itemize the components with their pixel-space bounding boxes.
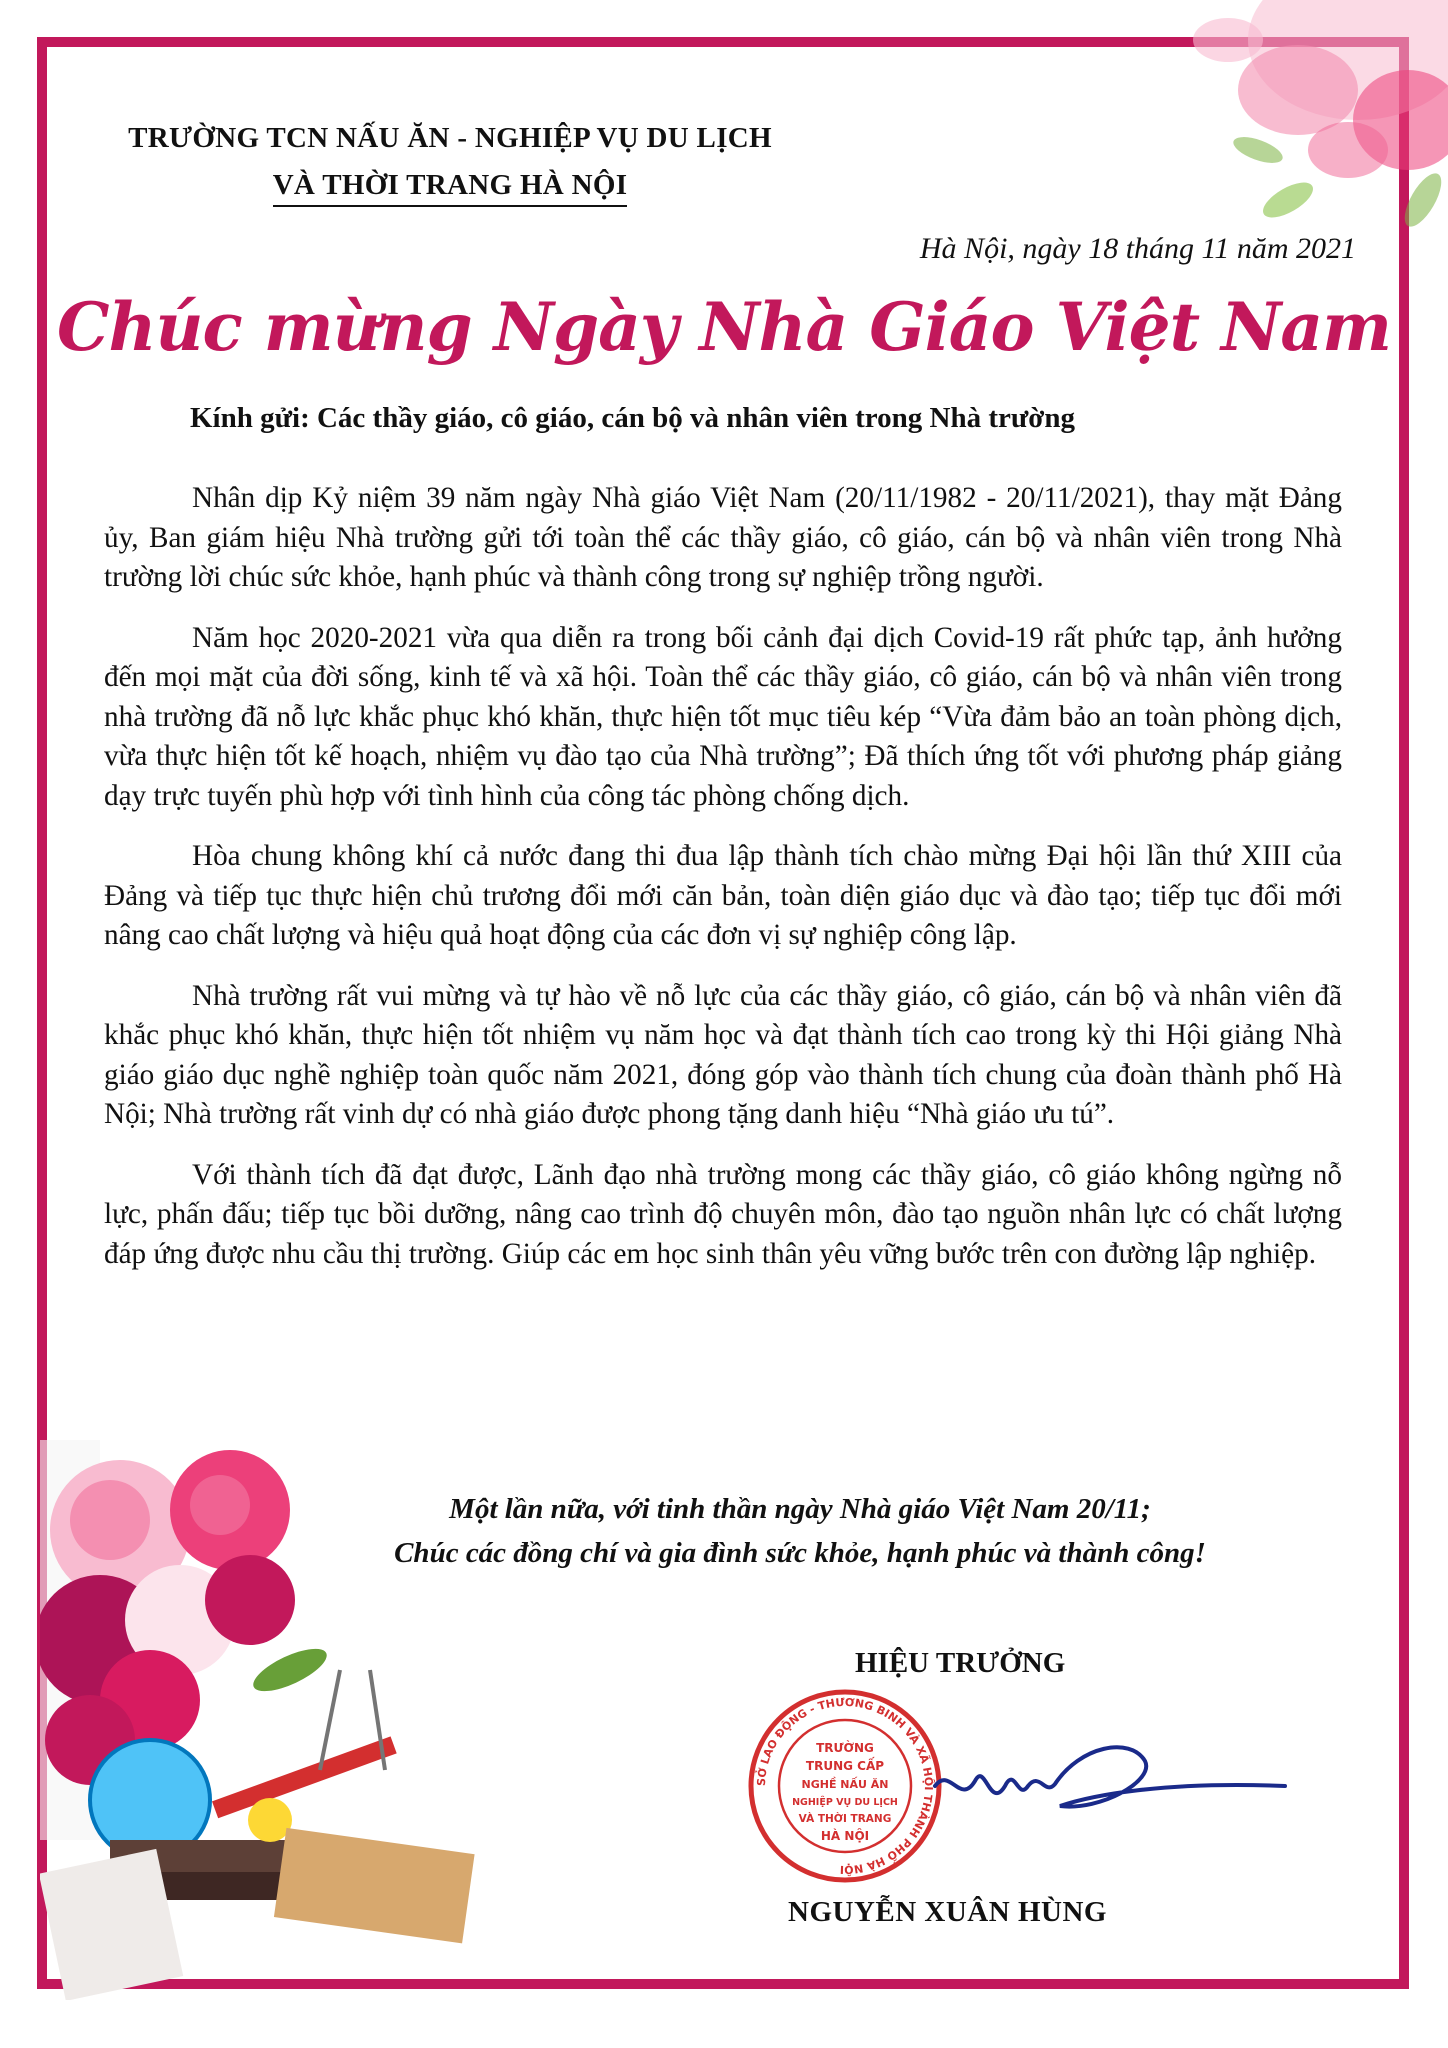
paragraph-4: Nhà trường rất vui mừng và tự hào về nỗ lực của các thầy giáo, cô giáo, cán bộ và nhân viên đã khắc phục khó khăn, thực hiện tốt nhiệm vụ năm học và đạt thành tích cao trong kỳ thi Hội giảng Nhà giáo giáo dục nghề nghiệp toàn quốc năm 2021, đóng góp vào thành tích chung của đoàn thành phố Hà Nội; Nhà trường rất vinh dự có nhà giáo được phong tặng danh hiệu “Nhà giáo ưu tú”.: [104, 979, 1342, 1130]
greeting-title: Chúc mừng Ngày Nhà Giáo Việt Nam: [57, 288, 1391, 366]
official-seal: [745, 1686, 945, 1886]
seal-line4: NGHIỆP VỤ DU LỊCH: [792, 1797, 898, 1808]
closing-wishes: [300, 1487, 1300, 1575]
closing-line1: Một lần nữa, với tinh thần ngày Nhà giáo Việt Nam 20/11;: [449, 1493, 1151, 1525]
seal-line3: NGHỀ NẤU ĂN: [801, 1778, 889, 1791]
letter-body: [104, 479, 1342, 1295]
paragraph-3: Hòa chung không khí cả nước đang thi đua lập thành tích chào mừng Đại hội lần thứ XIII của Đảng và tiếp tục thực hiện chủ trương đổi mới căn bản, toàn diện giáo dục và đào tạo; tiếp tục đổi mới nâng cao chất lượng và hiệu quả hoạt động của các đơn vị sự nghiệp công lập.: [104, 840, 1342, 951]
letter-date: Hà Nội, ngày 18 tháng 11 năm 2021: [919, 232, 1356, 265]
seal-line1: TRƯỜNG: [816, 1741, 874, 1755]
closing-line2: Chúc các đồng chí và gia đình sức khỏe, hạnh phúc và thành công!: [394, 1537, 1206, 1569]
school-header: [90, 115, 810, 209]
signer-name: NGUYỄN XUÂN HÙNG: [788, 1896, 1107, 1928]
handwritten-signature: [930, 1726, 1290, 1846]
flower-decoration-top: [1028, 0, 1448, 260]
signer-position: HIỆU TRƯỞNG: [855, 1647, 1066, 1679]
seal-line5: VÀ THỜI TRANG: [798, 1813, 892, 1825]
school-name-line1: TRƯỜNG TCN NẤU ĂN - NGHIỆP VỤ DU LỊCH: [128, 122, 772, 154]
seal-ring-text: SỞ LAO ĐỘNG - THƯƠNG BINH VÀ XÃ HỘI THÀNH PHỐ HÀ NỘI: [754, 1695, 936, 1877]
school-name-line2: VÀ THỜI TRANG HÀ NỘI: [273, 165, 628, 207]
paragraph-1: Nhân dịp Kỷ niệm 39 năm ngày Nhà giáo Việt Nam (20/11/1982 - 20/11/2021), thay mặt Đảng ủy, Ban giám hiệu Nhà trường gửi tới toàn thể các thầy giáo, cô giáo, cán bộ và nhân viên trong Nhà trường lời chúc sức khỏe, hạnh phúc và thành công trong sự nghiệp trồng người.: [104, 482, 1342, 593]
paragraph-5: Với thành tích đã đạt được, Lãnh đạo nhà trường mong các thầy giáo, cô giáo không ngừng nỗ lực, phấn đấu; tiếp tục bồi dưỡng, nâng cao trình độ chuyên môn, đào tạo nguồn nhân lực có chất lượng đáp ứng được nhu cầu thị trường. Giúp các em học sinh thân yêu vững bước trên con đường lập nghiệp.: [104, 1158, 1342, 1270]
paragraph-2: Năm học 2020-2021 vừa qua diễn ra trong bối cảnh đại dịch Covid-19 rất phức tạp, ảnh hưởng đến mọi mặt của đời sống, kinh tế và xã hội. Toàn thể các thầy giáo, cô giáo, cán bộ và nhân viên trong nhà trường đã nỗ lực khắc phục khó khăn, thực hiện tốt mục tiêu kép “Vừa đảm bảo an toàn phòng dịch, vừa thực hiện tốt kế hoạch, nhiệm vụ đào tạo của Nhà trường”; Đã thích ứng tốt với phương pháp giảng dạy trực tuyến phù hợp với tình hình của công tác phòng chống dịch.: [104, 621, 1342, 812]
seal-line6: HÀ NỘI: [820, 1829, 870, 1843]
salutation: Kính gửi: Các thầy giáo, cô giáo, cán bộ và nhân viên trong Nhà trường: [190, 402, 1075, 434]
seal-line2: TRUNG CẤP: [805, 1759, 885, 1773]
